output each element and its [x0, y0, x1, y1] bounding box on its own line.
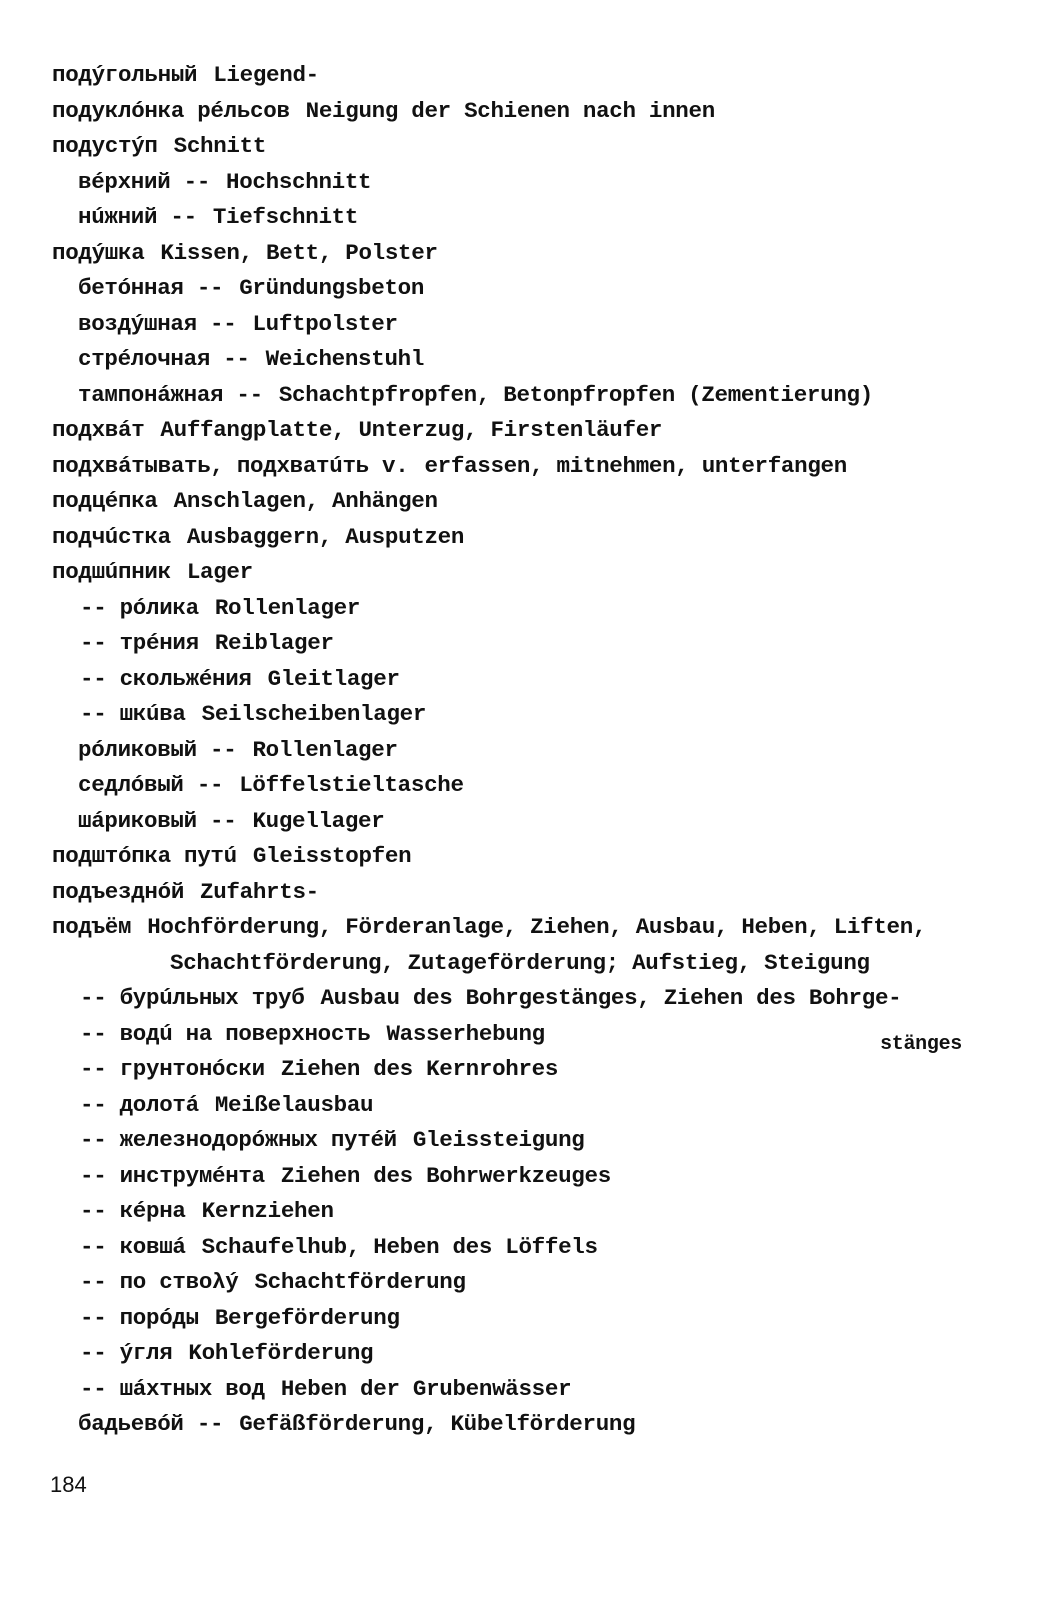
german-translation: Kohleförderung	[188, 1340, 374, 1366]
russian-term: -- инструмéнта	[80, 1162, 265, 1189]
entry-line	[52, 1407, 1042, 1443]
russian-term: -- грунтонóски	[80, 1056, 265, 1082]
russian-term: бетóнная --	[78, 275, 224, 301]
entry-line	[52, 378, 1042, 414]
german-translation: Luftpolster	[252, 310, 398, 337]
german-translation: Schachtförderung	[254, 1269, 466, 1295]
russian-term: -- трéния	[80, 630, 199, 656]
entry-line	[52, 1265, 1042, 1301]
german-translation: Rollenlager	[252, 736, 398, 763]
german-translation: Zufahrts-	[200, 878, 319, 905]
entry-line	[52, 1052, 1042, 1088]
german-translation: Weichenstuhl	[265, 346, 425, 372]
entry-line	[52, 342, 1042, 378]
russian-term: -- железнодорóжных путéй	[80, 1127, 397, 1153]
german-translation: Hochschnitt	[226, 168, 372, 195]
entry-line	[52, 94, 1042, 130]
german-translation: Ziehen des Bohrwerkzeuges	[280, 1162, 611, 1189]
german-translation: Reiblager	[214, 630, 334, 656]
entry-line	[52, 271, 1042, 307]
german-translation: Heben der Grubenwässer	[280, 1375, 572, 1402]
page-number: 184	[50, 1472, 87, 1497]
entry-line	[52, 1123, 1042, 1159]
entry-line	[52, 200, 1042, 236]
russian-term: рóликовый --	[78, 736, 237, 763]
german-translation: Schachtförderung, Zutageförderung; Aufstieg, Steigung	[170, 949, 870, 976]
entry-line	[52, 1159, 1042, 1195]
entry-line	[52, 626, 1042, 662]
russian-term: -- рóлика	[80, 594, 199, 621]
german-translation: Gleisstopfen	[252, 843, 412, 869]
entry-line	[52, 662, 1042, 698]
russian-term: подъезднóй	[52, 878, 185, 905]
russian-term: нúжний --	[78, 204, 197, 230]
entry-line	[52, 307, 1042, 343]
german-translation: Kugellager	[252, 807, 385, 834]
german-translation: Ziehen des Kernrohres	[280, 1056, 559, 1082]
german-translation: Tiefschnitt	[212, 204, 359, 230]
german-translation: Meißelausbau	[214, 1091, 374, 1118]
russian-term: -- бурúльных труб	[80, 985, 305, 1011]
russian-term: подштóпка путú	[52, 843, 237, 869]
german-translation: Schachtpfropfen, Betonpfropfen (Zementierung)	[278, 381, 873, 408]
wrapped-word-tail: stänges	[880, 1032, 962, 1056]
russian-term: -- порóды	[80, 1304, 199, 1331]
entry-line	[52, 804, 1042, 840]
russian-term: -- водú на поверхность	[80, 1020, 371, 1047]
russian-term: подхвáтывать, подхватúть v.	[52, 452, 409, 479]
german-translation: Liegend-	[213, 62, 319, 88]
entry-line	[52, 1372, 1042, 1408]
german-translation: Gefäßförderung, Kübelförderung	[239, 1411, 636, 1437]
entry-line	[52, 1336, 1042, 1372]
german-translation: Ausbau des Bohrgestänges, Ziehen des Bohrge-	[320, 985, 902, 1011]
entry-line	[52, 1301, 1042, 1337]
german-translation: Neigung der Schienen nach innen	[305, 97, 715, 124]
german-translation: Auffangplatte, Unterzug, Firstenläufer	[160, 417, 663, 443]
entry-line	[52, 591, 1042, 627]
russian-term: подшúпник	[52, 559, 171, 585]
entry-line	[52, 875, 1042, 911]
russian-term: бадьевóй --	[78, 1411, 224, 1437]
russian-term: -- ýгля	[80, 1340, 173, 1366]
russian-term: шáриковый --	[78, 807, 237, 834]
german-translation: Kernziehen	[201, 1198, 334, 1224]
german-translation: Kissen, Bett, Polster	[160, 239, 438, 266]
german-translation: Lager	[186, 559, 253, 585]
russian-term: подустýп	[52, 133, 158, 159]
german-translation: Gründungsbeton	[239, 275, 425, 301]
german-translation: Hochförderung, Förderanlage, Ziehen, Ausbau, Heben, Liften,	[147, 914, 927, 940]
russian-term: -- скольжéния	[80, 665, 252, 692]
russian-term: -- кéрна	[80, 1198, 186, 1224]
russian-term: подчúстка	[52, 523, 171, 550]
entry-list	[52, 58, 1042, 1443]
entry-line	[52, 484, 1042, 520]
german-translation: Löffelstieltasche	[239, 772, 464, 798]
entry-line	[52, 1088, 1042, 1124]
russian-term: тампонáжная --	[78, 381, 263, 408]
entry-line	[52, 555, 1042, 591]
entry-line	[52, 236, 1042, 272]
entry-line	[52, 733, 1042, 769]
entry-line	[52, 165, 1042, 201]
entry-line	[52, 413, 1042, 449]
german-translation: Rollenlager	[214, 594, 361, 621]
russian-term: -- ковшá	[80, 1233, 186, 1260]
russian-term: -- шкúва	[80, 701, 186, 727]
entry-continuation-line	[52, 946, 1042, 982]
russian-term: подуклóнка рéльсов	[52, 97, 290, 124]
german-translation: erfassen, mitnehmen, unterfangen	[424, 452, 847, 479]
russian-term: -- шáхтных вод	[80, 1375, 265, 1402]
german-translation: Gleitlager	[267, 665, 400, 692]
russian-term: подхвáт	[52, 417, 145, 443]
entry-line	[52, 768, 1042, 804]
entry-line	[52, 1017, 1042, 1056]
german-translation: Anschlagen, Anhängen	[173, 488, 438, 514]
entry-line	[52, 697, 1042, 733]
entry-line	[52, 520, 1042, 556]
russian-term: стрéлочная --	[78, 346, 250, 372]
german-translation: Schaufelhub, Heben des Löffels	[201, 1233, 598, 1260]
entry-line	[52, 58, 1042, 94]
entry-line	[52, 981, 1042, 1017]
german-translation: Gleissteigung	[412, 1127, 585, 1153]
russian-term: подцéпка	[52, 488, 158, 514]
german-translation: Seilscheibenlager	[201, 701, 427, 727]
russian-term: вéрхний --	[78, 168, 211, 195]
german-translation: Bergeförderung	[214, 1304, 400, 1331]
russian-term: воздýшная --	[78, 310, 237, 337]
german-translation: Ausbaggern, Ausputzen	[186, 523, 465, 550]
german-translation: Schnitt	[173, 133, 267, 159]
entry-line	[52, 910, 1042, 946]
russian-term: подýгольный	[52, 62, 198, 88]
german-translation: Wasserhebung	[386, 1020, 545, 1047]
entry-line	[52, 449, 1042, 485]
russian-term: -- долотá	[80, 1091, 199, 1118]
entry-line	[52, 129, 1042, 165]
entry-line	[52, 1194, 1042, 1230]
russian-term: подýшка	[52, 239, 145, 266]
entry-line	[52, 839, 1042, 875]
russian-term: подъём	[52, 914, 132, 940]
russian-term: -- по ствολý	[80, 1269, 239, 1295]
russian-term: седлóвый --	[78, 772, 224, 798]
entry-line	[52, 1230, 1042, 1266]
